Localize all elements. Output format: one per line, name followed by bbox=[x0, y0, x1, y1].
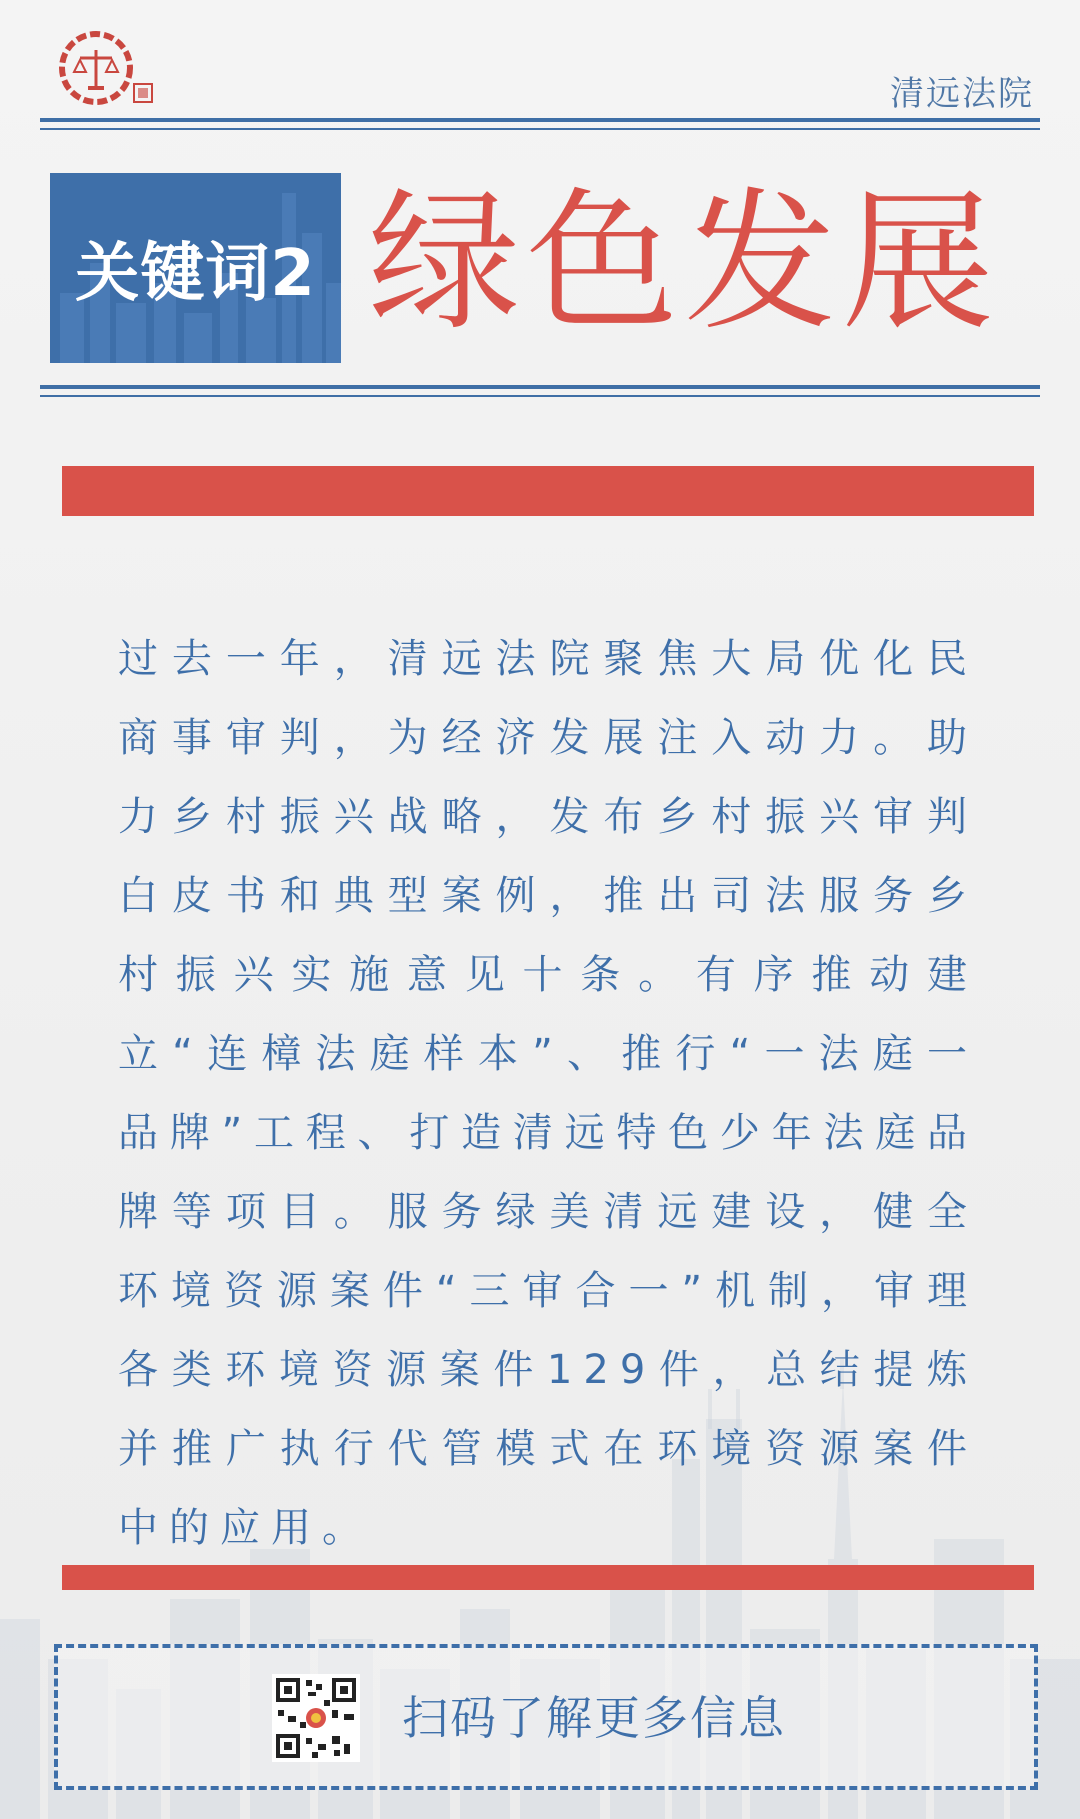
keyword-badge bbox=[50, 173, 341, 363]
body-paragraph: 过去一年，清远法院聚焦大局优化民商事审判，为经济发展注入动力。助力乡村振兴战略，发布乡村振兴审判白皮书和典型案例，推出司法服务乡村振兴实施意见十条。有序推动建立“连樟法庭样本”、推行“一法庭一品牌”工程、打造清远特色少年法庭品牌等项目。服务绿美清远建设，健全环境资源案件“三审合一”机制，审理各类环境资源案件129件，总结提炼并推广执行代管模式在环境资源案件中的应用。 bbox=[118, 636, 978, 1551]
qr-code-icon[interactable] bbox=[272, 1674, 360, 1762]
scan-prompt: 扫码了解更多信息 bbox=[402, 1691, 786, 1745]
court-scales-emblem-icon bbox=[56, 26, 161, 111]
court-name: 清远法院 bbox=[890, 74, 1034, 114]
keyword-title: 绿色发展 bbox=[368, 174, 1000, 351]
section-rule-thin bbox=[40, 395, 1040, 397]
bottom-red-bar bbox=[62, 1565, 1034, 1590]
keyword-label: 关键词2 bbox=[75, 237, 316, 311]
header-rule-thin bbox=[40, 128, 1040, 130]
scan-section bbox=[54, 1644, 1038, 1790]
header-rule-thick bbox=[40, 118, 1040, 122]
section-rule-thick bbox=[40, 385, 1040, 389]
top-red-bar bbox=[62, 466, 1034, 516]
